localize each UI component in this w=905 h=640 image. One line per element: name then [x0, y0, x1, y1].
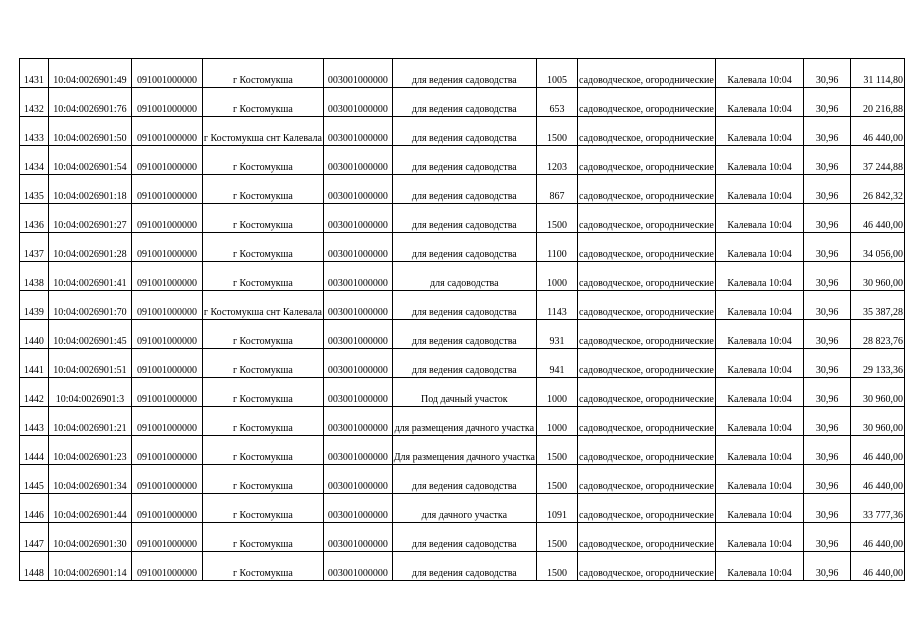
cadastral-number-cell: 10:04:0026901:41 [48, 262, 131, 291]
cadastral-number-cell: 10:04:0026901:45 [48, 320, 131, 349]
location-cell: г Костомукша [202, 146, 323, 175]
cadastral-value-cell: 46 440,00 [850, 523, 904, 552]
valuation-zone-cell: Калевала 10:04 [715, 233, 804, 262]
cadastral-value-cell: 46 440,00 [850, 204, 904, 233]
permitted-use-cell: для ведения садоводства [392, 291, 536, 320]
use-category-cell: садоводческое, огороднические [578, 523, 716, 552]
okato-code-cell: 091001000000 [132, 146, 203, 175]
use-category-cell: садоводческое, огороднические [578, 320, 716, 349]
area-cell: 1000 [536, 378, 577, 407]
row-number-cell: 1440 [20, 320, 49, 349]
valuation-zone-cell: Калевала 10:04 [715, 523, 804, 552]
cadastral-value-cell: 46 440,00 [850, 552, 904, 581]
table-row [20, 204, 905, 233]
row-number-cell: 1431 [20, 59, 49, 88]
cadastral-number-cell: 10:04:0026901:27 [48, 204, 131, 233]
area-cell: 867 [536, 175, 577, 204]
okato-code-cell: 091001000000 [132, 320, 203, 349]
cadastral-value-cell: 30 960,00 [850, 378, 904, 407]
cadastral-value-cell: 30 960,00 [850, 407, 904, 436]
use-category-cell: садоводческое, огороднические [578, 117, 716, 146]
valuation-zone-cell: Калевала 10:04 [715, 320, 804, 349]
valuation-zone-cell: Калевала 10:04 [715, 494, 804, 523]
specific-value-cell: 30,96 [804, 117, 851, 146]
cadastral-number-cell: 10:04:0026901:3 [48, 378, 131, 407]
table-row [20, 465, 905, 494]
specific-value-cell: 30,96 [804, 349, 851, 378]
location-cell: г Костомукша [202, 436, 323, 465]
valuation-zone-cell: Калевала 10:04 [715, 204, 804, 233]
cadastral-value-cell: 35 387,28 [850, 291, 904, 320]
okato-code-cell: 091001000000 [132, 175, 203, 204]
row-number-cell: 1443 [20, 407, 49, 436]
use-category-cell: садоводческое, огороднические [578, 436, 716, 465]
valuation-zone-cell: Калевала 10:04 [715, 262, 804, 291]
cadastral-number-cell: 10:04:0026901:30 [48, 523, 131, 552]
location-cell: г Костомукша [202, 233, 323, 262]
permitted-use-cell: для ведения садоводства [392, 117, 536, 146]
cadastral-value-cell: 28 823,76 [850, 320, 904, 349]
permitted-use-cell: Под дачный участок [392, 378, 536, 407]
valuation-zone-cell: Калевала 10:04 [715, 407, 804, 436]
row-number-cell: 1437 [20, 233, 49, 262]
classifier-code-cell: 003001000000 [323, 117, 392, 146]
okato-code-cell: 091001000000 [132, 117, 203, 146]
row-number-cell: 1446 [20, 494, 49, 523]
specific-value-cell: 30,96 [804, 88, 851, 117]
table-row [20, 88, 905, 117]
cadastral-number-cell: 10:04:0026901:23 [48, 436, 131, 465]
cadastral-number-cell: 10:04:0026901:44 [48, 494, 131, 523]
permitted-use-cell: для ведения садоводства [392, 88, 536, 117]
okato-code-cell: 091001000000 [132, 494, 203, 523]
area-cell: 1000 [536, 262, 577, 291]
cadastral-value-cell: 20 216,88 [850, 88, 904, 117]
specific-value-cell: 30,96 [804, 523, 851, 552]
okato-code-cell: 091001000000 [132, 523, 203, 552]
location-cell: г Костомукша [202, 349, 323, 378]
permitted-use-cell: Для размещения дачного участка [392, 436, 536, 465]
cadastral-value-cell: 37 244,88 [850, 146, 904, 175]
row-number-cell: 1447 [20, 523, 49, 552]
location-cell: г Костомукша [202, 494, 323, 523]
use-category-cell: садоводческое, огороднические [578, 88, 716, 117]
valuation-zone-cell: Калевала 10:04 [715, 117, 804, 146]
specific-value-cell: 30,96 [804, 59, 851, 88]
use-category-cell: садоводческое, огороднические [578, 291, 716, 320]
classifier-code-cell: 003001000000 [323, 320, 392, 349]
use-category-cell: садоводческое, огороднические [578, 59, 716, 88]
table-row [20, 233, 905, 262]
valuation-zone-cell: Калевала 10:04 [715, 88, 804, 117]
table-row [20, 523, 905, 552]
okato-code-cell: 091001000000 [132, 291, 203, 320]
location-cell: г Костомукша [202, 320, 323, 349]
okato-code-cell: 091001000000 [132, 465, 203, 494]
classifier-code-cell: 003001000000 [323, 291, 392, 320]
classifier-code-cell: 003001000000 [323, 349, 392, 378]
specific-value-cell: 30,96 [804, 320, 851, 349]
row-number-cell: 1448 [20, 552, 49, 581]
permitted-use-cell: для ведения садоводства [392, 552, 536, 581]
use-category-cell: садоводческое, огороднические [578, 262, 716, 291]
table-row [20, 262, 905, 291]
cadastral-value-cell: 46 440,00 [850, 117, 904, 146]
classifier-code-cell: 003001000000 [323, 59, 392, 88]
classifier-code-cell: 003001000000 [323, 204, 392, 233]
use-category-cell: садоводческое, огороднические [578, 175, 716, 204]
table-row [20, 349, 905, 378]
specific-value-cell: 30,96 [804, 378, 851, 407]
classifier-code-cell: 003001000000 [323, 494, 392, 523]
cadastral-value-cell: 31 114,80 [850, 59, 904, 88]
classifier-code-cell: 003001000000 [323, 378, 392, 407]
cadastral-value-cell: 34 056,00 [850, 233, 904, 262]
location-cell: г Костомукша [202, 262, 323, 291]
table-row [20, 407, 905, 436]
cadastral-number-cell: 10:04:0026901:54 [48, 146, 131, 175]
table-row [20, 59, 905, 88]
table-row [20, 378, 905, 407]
use-category-cell: садоводческое, огороднические [578, 146, 716, 175]
location-cell: г Костомукша снт Калевала [202, 291, 323, 320]
area-cell: 1500 [536, 436, 577, 465]
valuation-zone-cell: Калевала 10:04 [715, 552, 804, 581]
classifier-code-cell: 003001000000 [323, 552, 392, 581]
use-category-cell: садоводческое, огороднические [578, 378, 716, 407]
cadastral-number-cell: 10:04:0026901:49 [48, 59, 131, 88]
area-cell: 1005 [536, 59, 577, 88]
specific-value-cell: 30,96 [804, 552, 851, 581]
classifier-code-cell: 003001000000 [323, 146, 392, 175]
classifier-code-cell: 003001000000 [323, 523, 392, 552]
location-cell: г Костомукша [202, 88, 323, 117]
cadastral-value-table [19, 58, 905, 581]
classifier-code-cell: 003001000000 [323, 465, 392, 494]
cadastral-number-cell: 10:04:0026901:14 [48, 552, 131, 581]
cadastral-number-cell: 10:04:0026901:51 [48, 349, 131, 378]
cadastral-number-cell: 10:04:0026901:76 [48, 88, 131, 117]
row-number-cell: 1436 [20, 204, 49, 233]
table-row [20, 320, 905, 349]
row-number-cell: 1433 [20, 117, 49, 146]
table-row [20, 291, 905, 320]
valuation-zone-cell: Калевала 10:04 [715, 59, 804, 88]
permitted-use-cell: для ведения садоводства [392, 175, 536, 204]
location-cell: г Костомукша [202, 465, 323, 494]
row-number-cell: 1444 [20, 436, 49, 465]
permitted-use-cell: для ведения садоводства [392, 204, 536, 233]
permitted-use-cell: для ведения садоводства [392, 465, 536, 494]
use-category-cell: садоводческое, огороднические [578, 407, 716, 436]
okato-code-cell: 091001000000 [132, 262, 203, 291]
area-cell: 1500 [536, 204, 577, 233]
table-row [20, 146, 905, 175]
specific-value-cell: 30,96 [804, 146, 851, 175]
use-category-cell: садоводческое, огороднические [578, 494, 716, 523]
permitted-use-cell: для ведения садоводства [392, 59, 536, 88]
cadastral-number-cell: 10:04:0026901:70 [48, 291, 131, 320]
use-category-cell: садоводческое, огороднические [578, 465, 716, 494]
area-cell: 1091 [536, 494, 577, 523]
classifier-code-cell: 003001000000 [323, 436, 392, 465]
row-number-cell: 1445 [20, 465, 49, 494]
table-row [20, 436, 905, 465]
specific-value-cell: 30,96 [804, 262, 851, 291]
location-cell: г Костомукша [202, 59, 323, 88]
permitted-use-cell: для ведения садоводства [392, 349, 536, 378]
okato-code-cell: 091001000000 [132, 59, 203, 88]
cadastral-value-cell: 33 777,36 [850, 494, 904, 523]
permitted-use-cell: для садоводства [392, 262, 536, 291]
area-cell: 653 [536, 88, 577, 117]
row-number-cell: 1442 [20, 378, 49, 407]
area-cell: 1203 [536, 146, 577, 175]
location-cell: г Костомукша [202, 378, 323, 407]
cadastral-value-cell: 30 960,00 [850, 262, 904, 291]
okato-code-cell: 091001000000 [132, 88, 203, 117]
cadastral-number-cell: 10:04:0026901:50 [48, 117, 131, 146]
row-number-cell: 1438 [20, 262, 49, 291]
valuation-zone-cell: Калевала 10:04 [715, 146, 804, 175]
location-cell: г Костомукша [202, 175, 323, 204]
area-cell: 1500 [536, 117, 577, 146]
classifier-code-cell: 003001000000 [323, 262, 392, 291]
cadastral-value-cell: 29 133,36 [850, 349, 904, 378]
valuation-zone-cell: Калевала 10:04 [715, 436, 804, 465]
permitted-use-cell: для размещения дачного участка [392, 407, 536, 436]
use-category-cell: садоводческое, огороднические [578, 204, 716, 233]
area-cell: 1500 [536, 523, 577, 552]
area-cell: 931 [536, 320, 577, 349]
table-row [20, 117, 905, 146]
classifier-code-cell: 003001000000 [323, 407, 392, 436]
okato-code-cell: 091001000000 [132, 407, 203, 436]
permitted-use-cell: для ведения садоводства [392, 146, 536, 175]
specific-value-cell: 30,96 [804, 494, 851, 523]
specific-value-cell: 30,96 [804, 233, 851, 262]
area-cell: 1500 [536, 465, 577, 494]
classifier-code-cell: 003001000000 [323, 88, 392, 117]
use-category-cell: садоводческое, огороднические [578, 233, 716, 262]
specific-value-cell: 30,96 [804, 465, 851, 494]
valuation-zone-cell: Калевала 10:04 [715, 465, 804, 494]
specific-value-cell: 30,96 [804, 291, 851, 320]
classifier-code-cell: 003001000000 [323, 233, 392, 262]
specific-value-cell: 30,96 [804, 175, 851, 204]
specific-value-cell: 30,96 [804, 407, 851, 436]
permitted-use-cell: для ведения садоводства [392, 320, 536, 349]
area-cell: 1143 [536, 291, 577, 320]
okato-code-cell: 091001000000 [132, 436, 203, 465]
cadastral-number-cell: 10:04:0026901:34 [48, 465, 131, 494]
location-cell: г Костомукша [202, 523, 323, 552]
valuation-zone-cell: Калевала 10:04 [715, 291, 804, 320]
table-row [20, 494, 905, 523]
area-cell: 1100 [536, 233, 577, 262]
cadastral-number-cell: 10:04:0026901:18 [48, 175, 131, 204]
area-cell: 1000 [536, 407, 577, 436]
row-number-cell: 1434 [20, 146, 49, 175]
permitted-use-cell: для дачного участка [392, 494, 536, 523]
cadastral-value-cell: 46 440,00 [850, 465, 904, 494]
table-row [20, 552, 905, 581]
valuation-zone-cell: Калевала 10:04 [715, 378, 804, 407]
use-category-cell: садоводческое, огороднические [578, 349, 716, 378]
classifier-code-cell: 003001000000 [323, 175, 392, 204]
use-category-cell: садоводческое, огороднические [578, 552, 716, 581]
valuation-zone-cell: Калевала 10:04 [715, 175, 804, 204]
location-cell: г Костомукша [202, 552, 323, 581]
location-cell: г Костомукша снт Калевала [202, 117, 323, 146]
permitted-use-cell: для ведения садоводства [392, 523, 536, 552]
location-cell: г Костомукша [202, 204, 323, 233]
permitted-use-cell: для ведения садоводства [392, 233, 536, 262]
row-number-cell: 1432 [20, 88, 49, 117]
row-number-cell: 1435 [20, 175, 49, 204]
cadastral-number-cell: 10:04:0026901:28 [48, 233, 131, 262]
area-cell: 1500 [536, 552, 577, 581]
cadastral-value-cell: 26 842,32 [850, 175, 904, 204]
row-number-cell: 1439 [20, 291, 49, 320]
row-number-cell: 1441 [20, 349, 49, 378]
okato-code-cell: 091001000000 [132, 378, 203, 407]
specific-value-cell: 30,96 [804, 204, 851, 233]
okato-code-cell: 091001000000 [132, 349, 203, 378]
table-row [20, 175, 905, 204]
area-cell: 941 [536, 349, 577, 378]
okato-code-cell: 091001000000 [132, 552, 203, 581]
cadastral-number-cell: 10:04:0026901:21 [48, 407, 131, 436]
okato-code-cell: 091001000000 [132, 233, 203, 262]
cadastral-value-cell: 46 440,00 [850, 436, 904, 465]
okato-code-cell: 091001000000 [132, 204, 203, 233]
specific-value-cell: 30,96 [804, 436, 851, 465]
valuation-zone-cell: Калевала 10:04 [715, 349, 804, 378]
location-cell: г Костомукша [202, 407, 323, 436]
